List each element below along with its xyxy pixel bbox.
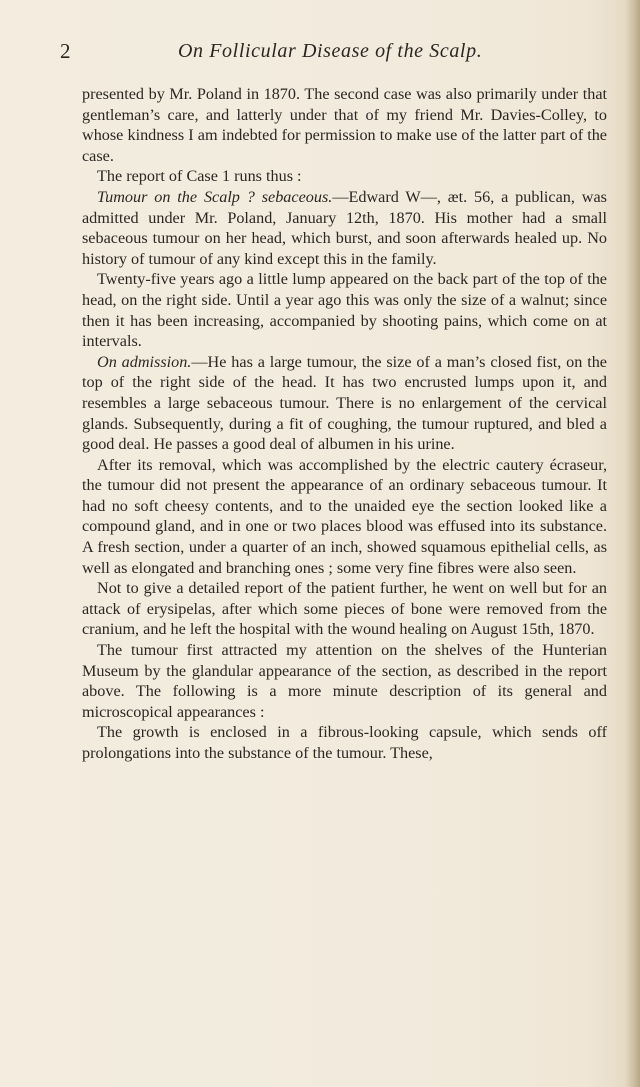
paragraph-1: presented by Mr. Poland in 1870. The second case was also primarily under that gentleman’s care, and latterly under that of my friend Mr. Davies-Colley, to whose kindness I am indebted for permission to make use of the latter part of the case. [82, 85, 607, 165]
paragraph-2: The report of Case 1 runs thus : [97, 167, 302, 186]
paragraph-6: After its removal, which was accomplished by the electric cautery écraseur, the tumour did not present the appearance of an ordinary sebaceous tumour. It had no soft cheesy contents, and to the unaided eye the section looked like a compound gland, and in one or two places blood was effused into its substance. A fresh section, under a quarter of an inch, showed squamous epithelial cells, as well as elongated and branching ones ; some very fine fibres were also seen. [82, 455, 607, 577]
running-head [60, 38, 620, 68]
paragraph-7: Not to give a detailed report of the patient further, he went on well but for an attack of erysipelas, after which some pieces of bone were removed from the cranium, and he left the hospital with the wound healing on August 15th, 1870. [82, 579, 607, 639]
running-title: On Follicular Disease of the Scalp. [178, 40, 483, 62]
paragraph-3 [82, 187, 607, 269]
paragraph-9: The growth is enclosed in a fibrous-looking capsule, which sends off prolongations into the substance of the tumour. These, [82, 723, 607, 762]
paragraph-5 [82, 352, 607, 455]
case-heading: Tumour on the Scalp ? sebaceous. [97, 187, 333, 206]
paragraph-8: The tumour first attracted my attention on the shelves of the Hunterian Museum by the glandular appearance of the section, as described in the report above. The following is a more minute description of its general and microscopical appearances : [82, 641, 607, 721]
admission-heading: On admission. [97, 352, 192, 371]
admission-text: —He has a large tumour, the size of a man’s closed fist, on the top of the right side of the head. It has two encrusted lumps upon it, and resembles a large sebaceous tumour. There is no enlargement of the cervical glands. Subsequently, during a fit of coughing, the tumour ruptured, and bled a good deal. He passes a good deal of albumen in his urine. [82, 352, 607, 454]
paragraph-4: Twenty-five years ago a little lump appeared on the back part of the top of the head, on the right side. Until a year ago this was only the size of a walnut; since then it has been increasing, accompanied by shooting pains, which come on at intervals. [82, 270, 607, 351]
page-number: 2 [60, 39, 71, 63]
body-text [82, 84, 607, 764]
page-edge-shadow [626, 0, 640, 1087]
case-text: —Edward W—, æt. 56, a publican, was admitted under Mr. Poland, January 12th, 1870. His mother had a small sebaceous tumour on her head, which burst, and soon afterwards healed up. No history of tumour of any kind except this in the family. [82, 187, 607, 268]
